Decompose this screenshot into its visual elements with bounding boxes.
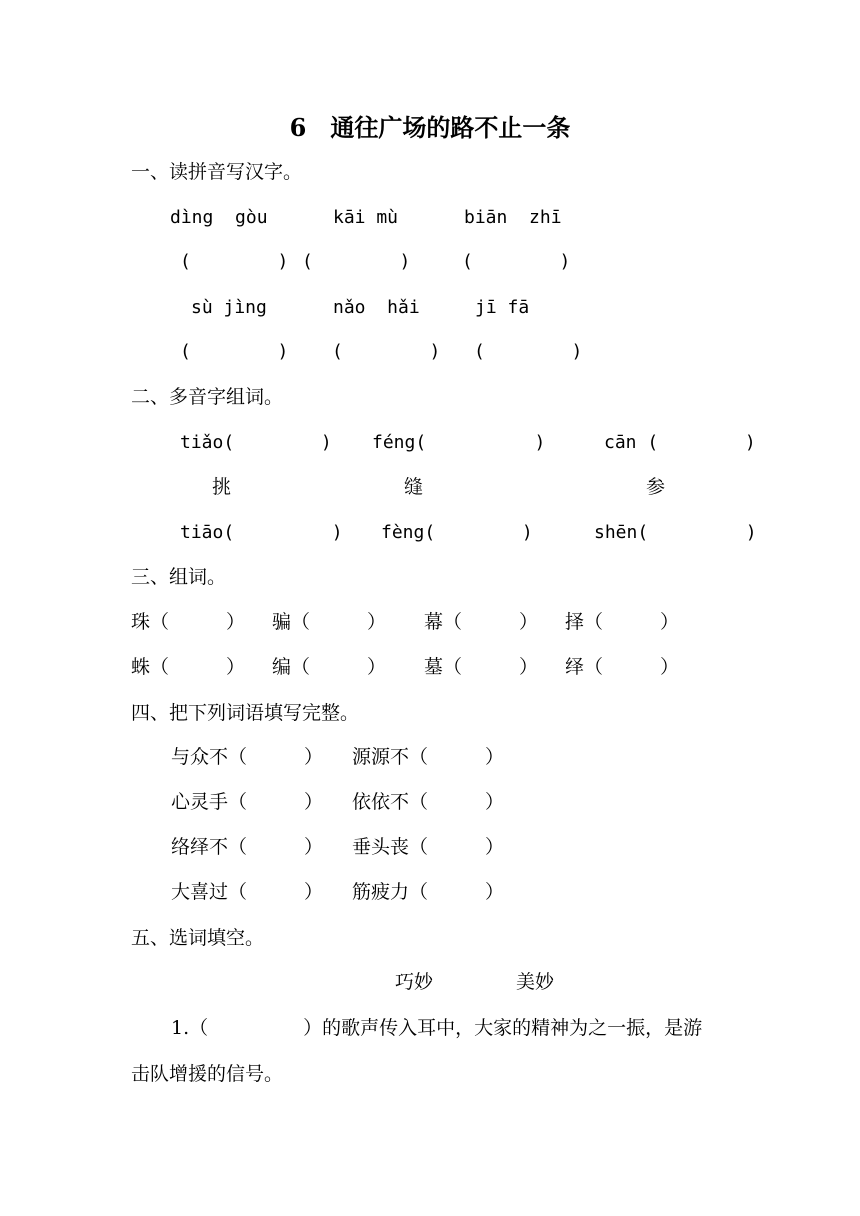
pinyin-2-3: jī fā [475, 297, 530, 318]
idiom-fill-item[interactable]: 筋疲力（ ） [352, 881, 505, 903]
pinyin-2-1: sù jìng [191, 297, 267, 318]
pinyin-1-2: kāi mù [333, 207, 399, 228]
word-option-1: 巧妙 [395, 971, 434, 993]
word-group-item[interactable]: 编（ ） [272, 656, 387, 678]
idiom-fill-item[interactable]: 大喜过（ ） [171, 881, 324, 903]
polyphone-bottom-3[interactable]: shēn( ) [594, 522, 757, 543]
idiom-fill-item[interactable]: 与众不（ ） [171, 746, 324, 768]
word-group-item[interactable]: 墓（ ） [424, 656, 539, 678]
idiom-fill-item[interactable]: 源源不（ ） [352, 746, 505, 768]
pinyin-1-3: biān zhī [464, 207, 562, 228]
word-group-item[interactable]: 择（ ） [565, 611, 680, 633]
word-group-item[interactable]: 蛛（ ） [131, 656, 246, 678]
word-group-item[interactable]: 骗（ ） [272, 611, 387, 633]
polyphone-char-1: 挑 [212, 476, 232, 498]
answer-blank[interactable]: ( ) [462, 251, 571, 272]
polyphone-char-3: 参 [646, 476, 666, 498]
section-4-heading: 四、把下列词语填写完整。 [131, 702, 360, 724]
question-1-line-2: 击队增援的信号。 [131, 1063, 284, 1085]
idiom-fill-item[interactable]: 络绎不（ ） [171, 836, 324, 858]
polyphone-char-2: 缝 [404, 476, 424, 498]
idiom-fill-item[interactable]: 心灵手（ ） [171, 791, 324, 813]
section-5-heading: 五、选词填空。 [131, 927, 265, 949]
polyphone-top-2[interactable]: féng( ) [372, 432, 546, 453]
answer-blank[interactable]: ( ) [332, 341, 441, 362]
polyphone-bottom-1[interactable]: tiāo( ) [180, 522, 343, 543]
word-option-2: 美妙 [516, 971, 555, 993]
word-group-item[interactable]: 幕（ ） [424, 611, 539, 633]
answer-blank[interactable]: ( ) [180, 341, 289, 362]
pinyin-1-1: dìng gòu [170, 207, 268, 228]
answer-blank[interactable]: ( ) [474, 341, 583, 362]
page-title: 6 通往广场的路不止一条 [289, 113, 571, 142]
answer-blank[interactable]: ( ) [180, 251, 289, 272]
section-3-heading: 三、组词。 [131, 566, 227, 588]
word-group-item[interactable]: 珠（ ） [131, 611, 246, 633]
section-2-heading: 二、多音字组词。 [131, 386, 284, 408]
idiom-fill-item[interactable]: 垂头丧（ ） [352, 836, 505, 858]
answer-blank[interactable]: ( ) [302, 251, 411, 272]
section-1-heading: 一、读拼音写汉字。 [131, 161, 303, 183]
idiom-fill-item[interactable]: 依依不（ ） [352, 791, 505, 813]
polyphone-bottom-2[interactable]: fèng( ) [381, 522, 533, 543]
word-group-item[interactable]: 绎（ ） [565, 656, 680, 678]
pinyin-2-2: nǎo hǎi [333, 297, 420, 318]
polyphone-top-3[interactable]: cān ( ) [604, 432, 756, 453]
polyphone-top-1[interactable]: tiǎo( ) [180, 432, 332, 453]
question-1-line-1[interactable]: 1.（ ）的歌声传入耳中，大家的精神为之一振，是游 [171, 1017, 703, 1039]
